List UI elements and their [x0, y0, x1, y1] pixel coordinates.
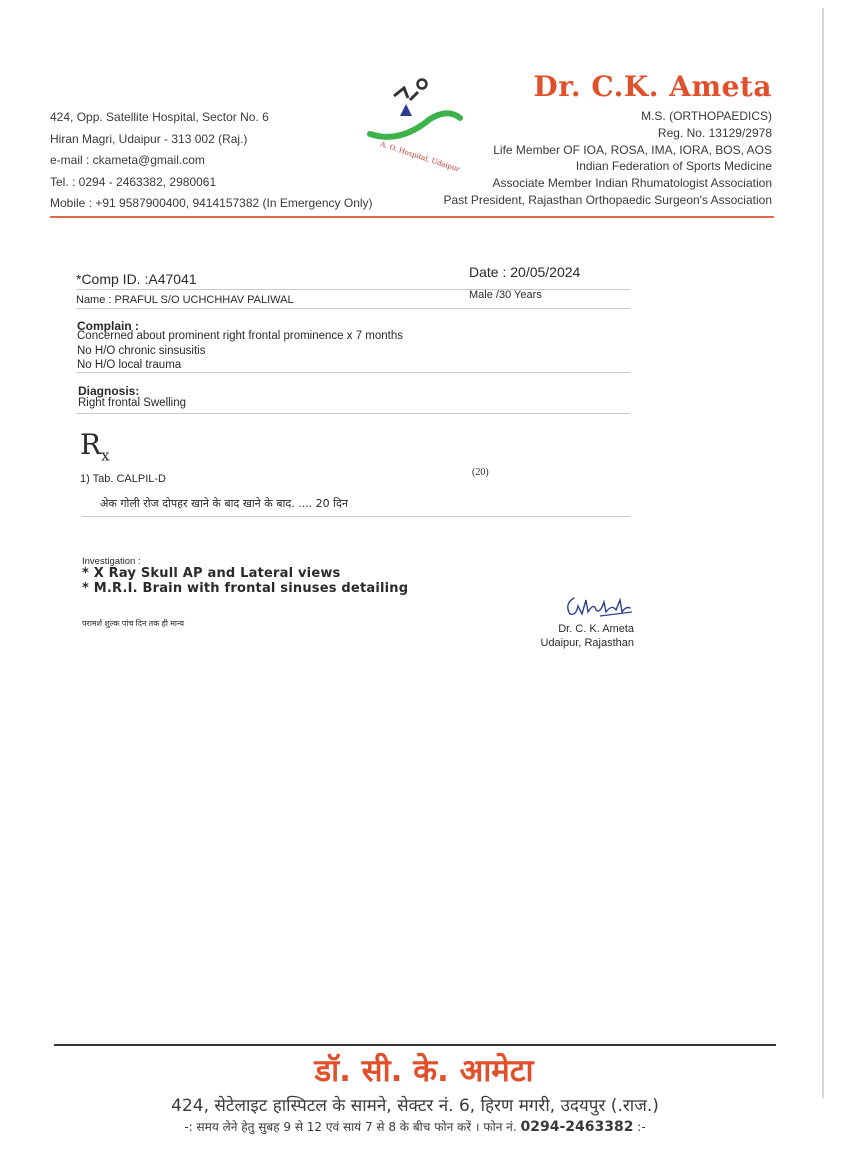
signature-block	[526, 622, 634, 650]
qualification-3: Life Member OF IOA, ROSA, IMA, IORA, BOS, AOS	[493, 142, 772, 157]
signature-name: Dr. C. K. Ameta	[558, 623, 634, 635]
signature-place: Udaipur, Rajasthan	[540, 637, 634, 649]
rx-sub: x	[101, 446, 110, 465]
footer-divider	[54, 1044, 776, 1046]
mobile-line: Mobile : +91 9587900400, 9414157382 (In Emergency Only)	[50, 196, 373, 210]
doctor-name: Dr. C.K. Ameta	[533, 70, 772, 103]
header-divider	[50, 216, 774, 218]
divider	[76, 413, 630, 414]
comp-id: *Comp ID. :A47041	[76, 271, 197, 287]
clinic-address	[50, 107, 373, 215]
investigation-item-2: * M.R.I. Brain with frontal sinuses detailing	[82, 581, 409, 596]
page-edge	[822, 8, 824, 1098]
diagnosis-label: Diagnosis:	[78, 384, 140, 398]
email-line: e-mail : ckameta@gmail.com	[50, 153, 205, 167]
qualification-4: Indian Federation of Sports Medicine	[575, 159, 772, 174]
complain-label: Complain :	[77, 319, 139, 333]
footer-address: 424, सेटेलाइट हास्पिटल के सामने, सेक्टर नं. 6, हिरण मगरी, उदयपुर (.राज.)	[171, 1096, 659, 1116]
footer-doctor-name: डॉ. सी. के. आमेटा	[314, 1053, 534, 1089]
footer-phone: 0294-2463382	[520, 1119, 634, 1135]
fee-note: परामर्श शुल्क पांच दिन तक ही मान्य	[82, 619, 184, 628]
complain-line-2: No H/O chronic sinsusitis	[77, 344, 206, 357]
divider	[76, 308, 630, 309]
footer-timing	[0, 1118, 830, 1135]
timing-text: -: समय लेने हेतु सुबह 9 से 12 एवं सायं 7 से 8 के बीच फोन करें । फोन नं.	[184, 1120, 517, 1134]
prescription-date: Date : 20/05/2024	[469, 264, 581, 280]
medicine-item: 1) Tab. CALPIL-D	[80, 473, 167, 485]
qualifications	[444, 108, 772, 209]
qualification-5: Associate Member Indian Rhumatologist Association	[492, 176, 772, 191]
timing-suffix: :-	[637, 1120, 646, 1134]
address-line-2: Hiran Magri, Udaipur - 313 002 (Raj.)	[50, 131, 248, 146]
complain-text	[77, 329, 403, 373]
tel-line: Tel. : 0294 - 2463382, 2980061	[50, 174, 217, 189]
patient-sex-age: Male /30 Years	[469, 289, 542, 301]
patient-name: Name : PRAFUL S/O UCHCHHAV PALIWAL	[76, 294, 294, 306]
medicine-quantity: (20)	[472, 467, 489, 478]
handwritten-signature	[560, 590, 640, 620]
investigation-item-1: * X Ray Skull AP and Lateral views	[82, 566, 341, 581]
qualification-2: Reg. No. 13129/2978	[657, 125, 772, 140]
diagnosis-text: Right frontal Swelling	[78, 397, 187, 409]
qualification-6: Past President, Rajasthan Orthopaedic Surgeon's Association	[443, 192, 772, 207]
investigation-label: Investigation :	[82, 556, 141, 567]
logo-text: A. O. Hospital, Udaipur	[379, 140, 461, 174]
complain-line-3: No H/O local trauma	[77, 359, 182, 371]
investigation-list	[82, 566, 408, 596]
rx-symbol	[80, 428, 110, 465]
qualification-1: M.S. (ORTHOPAEDICS)	[641, 109, 772, 123]
rx-letter: R	[80, 428, 102, 461]
address-line-1: 424, Opp. Satellite Hospital, Sector No. 6	[50, 110, 269, 124]
complain-line-1: Concerned about prominent right frontal prominence x 7 months	[77, 330, 404, 342]
divider	[76, 372, 630, 373]
divider	[76, 289, 630, 290]
medicine-instruction: अेक गोली रोज दोपहर खाने के बाद खाने के बाद. .... 20 दिन	[100, 497, 348, 510]
divider	[82, 516, 630, 517]
